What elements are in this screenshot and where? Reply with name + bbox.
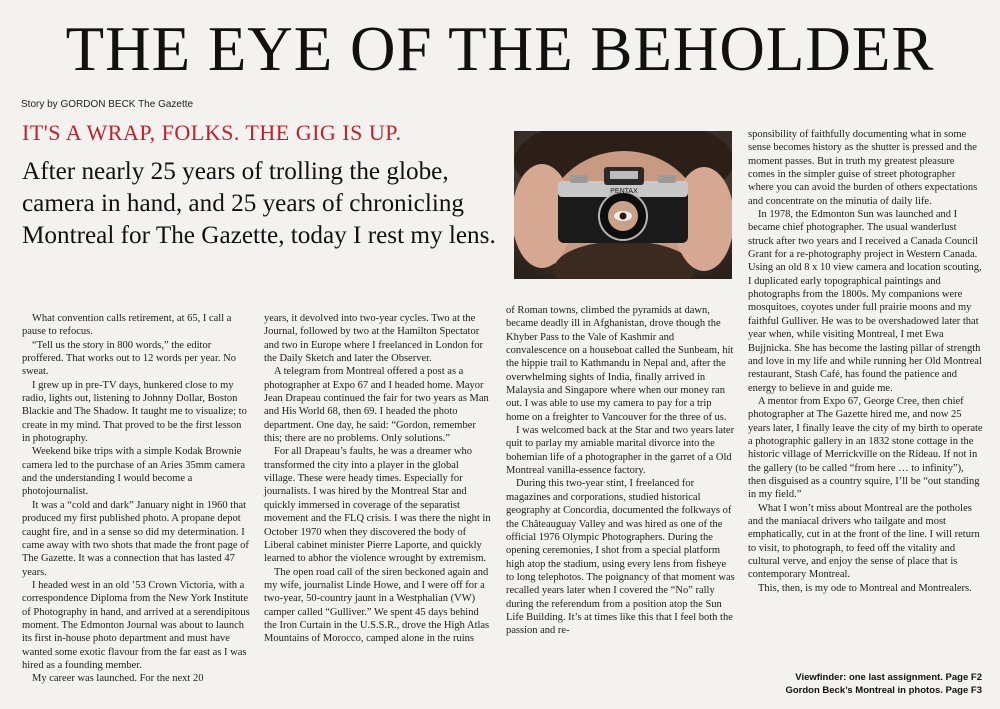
article-paragraph: In 1978, the Edmonton Sun was launched and I became chief photographer. The usual wanderlust struck after two years and I received a Canada Council Grant for a re-photography project in Western Canada. Using an old 8 x 10 view camera and location scouting, I duplicated early topographical paintings and photographs from the 1800s. My companions were mosquitoes, coyotes under full prairie moons and my faithful Gulliver. He was to be overshadowed later that year when, while visiting Montreal, I met Ewa Bujjnicka. She has become the lasting pillar of strength and love in my life and while running her Old Montreal restaurant, Stash Café, has found the patience and energy to believe in and guide me. [748,209,982,394]
camera-brand: PENTAX [610,188,638,195]
headline: THE EYE OF THE BEHOLDER [65,14,935,84]
article-paragraph: During this two-year stint, I freelanced for magazines and corporations, studied historical geography at Concordia, documented the folkways of the Châteauguay Valley and was hired as one of the official 1976 Olympic Photographers. During the opening ceremonies, I shot from a special platform high atop the stadium, using every lens from fisheye to long telephotos. The poignancy of that moment was recalled years later when I covered the “No” rally during the referendum from a position atop the Sun Life Building. It’s at times like this that I feel both the passion and re- [506,478,735,637]
article-paragraph: What I won’t miss about Montreal are the potholes and the maniacal drivers who tailgate and most emphatically, cut in at the front of the line. I will return to visit, to photograph, to feed off the vitality and cultural verve, and enjoy the sense of place that is contemporary Montreal. [748,502,980,581]
column-1 [22,312,252,686]
deck: After nearly 25 years of trolling the globe, camera in hand, and 25 years of chronicling Montreal for The Gazette, today I rest my lens. [22,158,496,249]
article-paragraph: of Roman towns, climbed the pyramids at dawn, became deadly ill in Afghanistan, drove though the Khyber Pass to the Vale of Kashmir and convalescence on a houseboat called the Sunbeam, hit the hippie trail to Kathmandu in Nepal and, after the overwhelming sights of India, finally arrived in Malaysia and Singapore where when our money ran out. I was able to use my camera to pay for a trip home on a freighter to Vancouver for the three of us. [506,305,734,423]
article-paragraph: My career was launched. For the next 20 [32,673,204,685]
article-paragraph: Weekend bike trips with a simple Kodak Brownie camera led to the purchase of an Aries 35mm camera and the understanding I would become a photojournalist. [22,446,246,498]
article-paragraph: The open road call of the siren beckoned again and my wife, journalist Linde Howe, and I were off for a two-year, 50-country jaunt in a Westphalian (VW) camper called “Gulliver.” We spent 45 days behind the Iron Curtain in the U.S.S.R., drove the High Atlas Mountains of Morocco, camped alone in the ruins [264,566,490,645]
related-link-f2[interactable]: Viewfinder: one last assignment. Page F2 [795,672,982,683]
column-2 [264,312,492,646]
article-paragraph: I was welcomed back at the Star and two years later quit to parlay my amiable marital divorce into the bohemian life of a photographer in the garret of a Old Montreal vanilla-essence factory. [506,425,735,477]
article-paragraph: This, then, is my ode to Montreal and Montrealers. [758,582,972,594]
article-paragraph: For all Drapeau’s faults, he was a dreamer who transformed the city into a player in the global village. These were heady times. Especially for journalists. I was hired by the Montreal Star and quickly immersed in coverage of the separatist movement and the FLQ crisis. I was there the night in October 1970 when they discovered the body of Liberal cabinet minister Pierre Laporte, and quickly learned to abhor the violence wrought by extremism. [264,446,491,565]
article-paragraph: A telegram from Montreal offered a post as a photographer at Expo 67 and I headed home. Mayor Jean Drapeau continued the fair for two years as Man and His World 68, then 69. I headed the photo department. One day, he said: “Gordon, remember this; there are no problems. Only solutions.” [264,366,489,445]
related-links [785,671,982,697]
article-paragraph: A mentor from Expo 67, George Cree, then chief photographer at The Gazette hired me, and now 25 years later, I finally leave the city of my birth to operate a photographic gallery in an 1832 stone cottage in the historic village of Merrickville on the Rideau. If not in the gallery (to be called “from here … to infinity”), then disguised as a country squire, I’ll be “out standing in my field.” [748,395,983,501]
related-link-f3[interactable]: Gordon Beck’s Montreal in photos. Page F3 [785,685,982,696]
article-paragraph: “Tell us the story in 800 words,” the editor proffered. That works out to 12 words per year. No sweat. [22,339,236,378]
column-3 [506,304,735,638]
kicker: IT'S A WRAP, FOLKS. THE GIG IS UP. [22,120,402,145]
article-paragraph: I headed west in an old ’53 Crown Victoria, with a correspondence Diploma from the New York Institute of Photography in hand, and arrived at a serendipitous moment. The Edmonton Journal was about to launch its first in-house photo department and must have wanted some exotic flavour from the far east as I was hired as a founding member. [22,579,250,671]
camera-photo-icon [514,131,732,279]
article-paragraph: years, it devolved into two-year cycles. Two at the Journal, followed by two at the Hamilton Spectator and two in Europe where I freelanced in London for the Daily Sketch and later the Observer. [264,313,483,365]
article-paragraph: I grew up in pre-TV days, hunkered close to my radio, lights out, listening to Johnny Dollar, Boston Blackie and The Shadow. It taught me to visualize; to create in my mind. That proved to be the first lesson in photography. [22,379,247,445]
byline: Story by GORDON BECK The Gazette [21,99,194,110]
photo-man-with-camera [514,131,732,279]
article-paragraph: What convention calls retirement, at 65, I call a pause to refocus. [22,313,232,338]
article-paragraph: It was a “cold and dark” January night in 1960 that produced my first published photo. A propane depot caught fire, and in a sense so did my determination. I came away with two shots that made the front page of The Gazette. It was a connection that has lasted 47 years. [22,499,249,578]
article-paragraph: sponsibility of faithfully documenting what in some sense becomes history as the shutter is pressed and the moment passes. But in truth my greatest pleasure comes in the simpler guise of street photographer where you can avoid the burden of others expectations and concentrate on the minutia of daily life. [748,129,978,207]
column-4 [748,128,983,595]
